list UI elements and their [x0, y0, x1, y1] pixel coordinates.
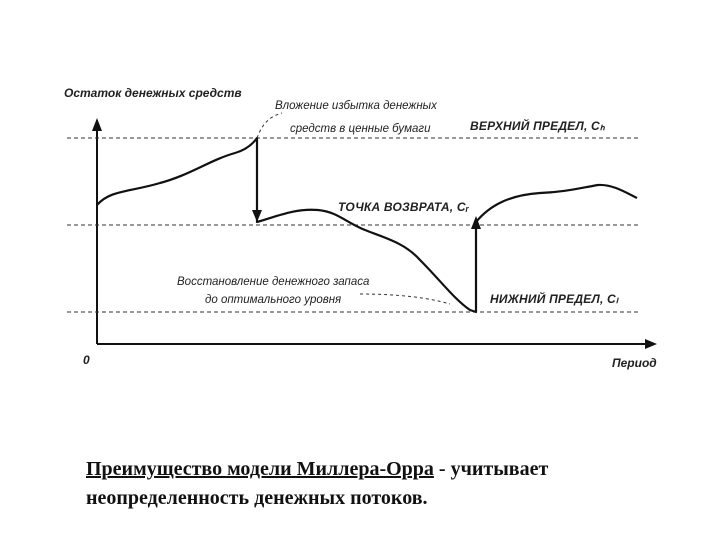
invest-note-leader	[257, 113, 282, 138]
restore-note-leader	[360, 294, 450, 304]
slide-caption	[86, 455, 686, 513]
origin-label: 0	[83, 353, 90, 367]
x-axis-label: Период	[612, 356, 657, 370]
caption-line2: неопределенность денежных потоков.	[86, 487, 428, 509]
invest-note-line1: Вложение избытка денежных	[275, 100, 437, 112]
invest-note-line2: средств в ценные бумаги	[290, 123, 431, 135]
lower-limit-label: НИЖНИЙ ПРЕДЕЛ, Cₗ	[490, 292, 619, 306]
y-axis-arrow	[92, 118, 102, 131]
restore-note-line1: Восстановление денежного запаса	[177, 276, 370, 288]
y-axis-label: Остаток денежных средств	[64, 86, 242, 100]
upper-limit-label: ВЕРХНИЙ ПРЕДЕЛ, Cₕ	[470, 119, 605, 133]
return-point-label: ТОЧКА ВОЗВРАТА, Cᵣ	[338, 200, 470, 214]
caption-rest: - учитывает	[433, 458, 549, 480]
restore-note-line2: до оптимального уровня	[205, 294, 342, 306]
caption-highlight: Преимущество модели Миллера-Орра	[86, 458, 434, 480]
x-axis-arrow	[645, 339, 657, 349]
